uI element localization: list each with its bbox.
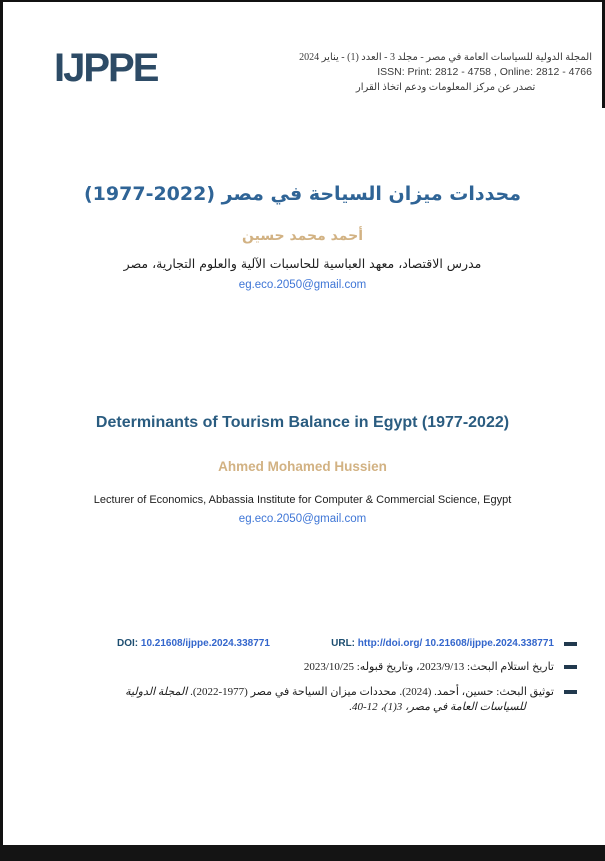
citation-regular-part: توثيق البحث: حسين، أحمد. (2024). محددات ميزان السياحة في مصر (1977-2022).	[187, 685, 554, 698]
arabic-author-name: أحمد محمد حسين	[242, 228, 363, 244]
url-link[interactable]: http://doi.org/ 10.21608/ijppe.2024.338771	[357, 638, 554, 649]
english-email-row	[0, 513, 605, 525]
citation-text	[117, 685, 554, 716]
page-edge-bottom	[0, 845, 605, 861]
english-author-name: Ahmed Mohamed Hussien	[218, 459, 387, 474]
author-email-link-english[interactable]: eg.eco.2050@gmail.com	[238, 513, 367, 525]
dates-row	[117, 660, 577, 676]
journal-header-info	[299, 50, 592, 95]
citation-row	[117, 685, 577, 716]
arabic-email-row	[0, 279, 605, 291]
url-group	[331, 637, 554, 651]
arabic-title: محددات ميزان السياحة في مصر (2022-1977)	[83, 183, 522, 205]
doi-url-line	[117, 637, 554, 651]
author-email-link-arabic[interactable]: eg.eco.2050@gmail.com	[238, 279, 367, 291]
bullet-dash-icon	[564, 642, 577, 646]
url-label: URL:	[331, 638, 356, 649]
publisher-line: تصدر عن مركز المعلومات ودعم اتخاذ القرار	[355, 82, 536, 93]
article-meta-section	[117, 637, 577, 716]
doi-link[interactable]: 10.21608/ijppe.2024.338771	[140, 638, 270, 649]
arabic-affiliation: مدرس الاقتصاد، معهد العباسية للحاسبات الآلية والعلوم التجارية، مصر	[123, 256, 482, 271]
bullet-dash-icon	[564, 665, 577, 669]
doi-group	[117, 637, 270, 651]
english-title: Determinants of Tourism Balance in Egypt (1977-2022)	[95, 414, 510, 431]
doi-label: DOI:	[117, 638, 139, 649]
journal-name-line: المجلة الدولية للسياسات العامة في مصر - مجلد 3 - العدد (1) - يناير 2024	[299, 52, 592, 63]
doi-url-row	[117, 637, 577, 651]
issn-line: ISSN: Print: 2812 - 4758 , Online: 2812 - 4766	[377, 66, 592, 78]
journal-logo: IJPPE	[54, 46, 158, 90]
citation-journal-italic-part: المجلة الدولية للسياسات العامة في مصر، 3(1)، 12-40.	[125, 685, 526, 713]
received-accepted-dates: تاريخ استلام البحث: 2023/9/13، وتاريخ قبوله: 2023/10/25	[303, 661, 554, 673]
bullet-dash-icon	[564, 690, 577, 694]
english-affiliation: Lecturer of Economics, Abbassia Institute for Computer & Commercial Science, Egypt	[93, 494, 512, 506]
page-edge-top	[0, 0, 605, 2]
